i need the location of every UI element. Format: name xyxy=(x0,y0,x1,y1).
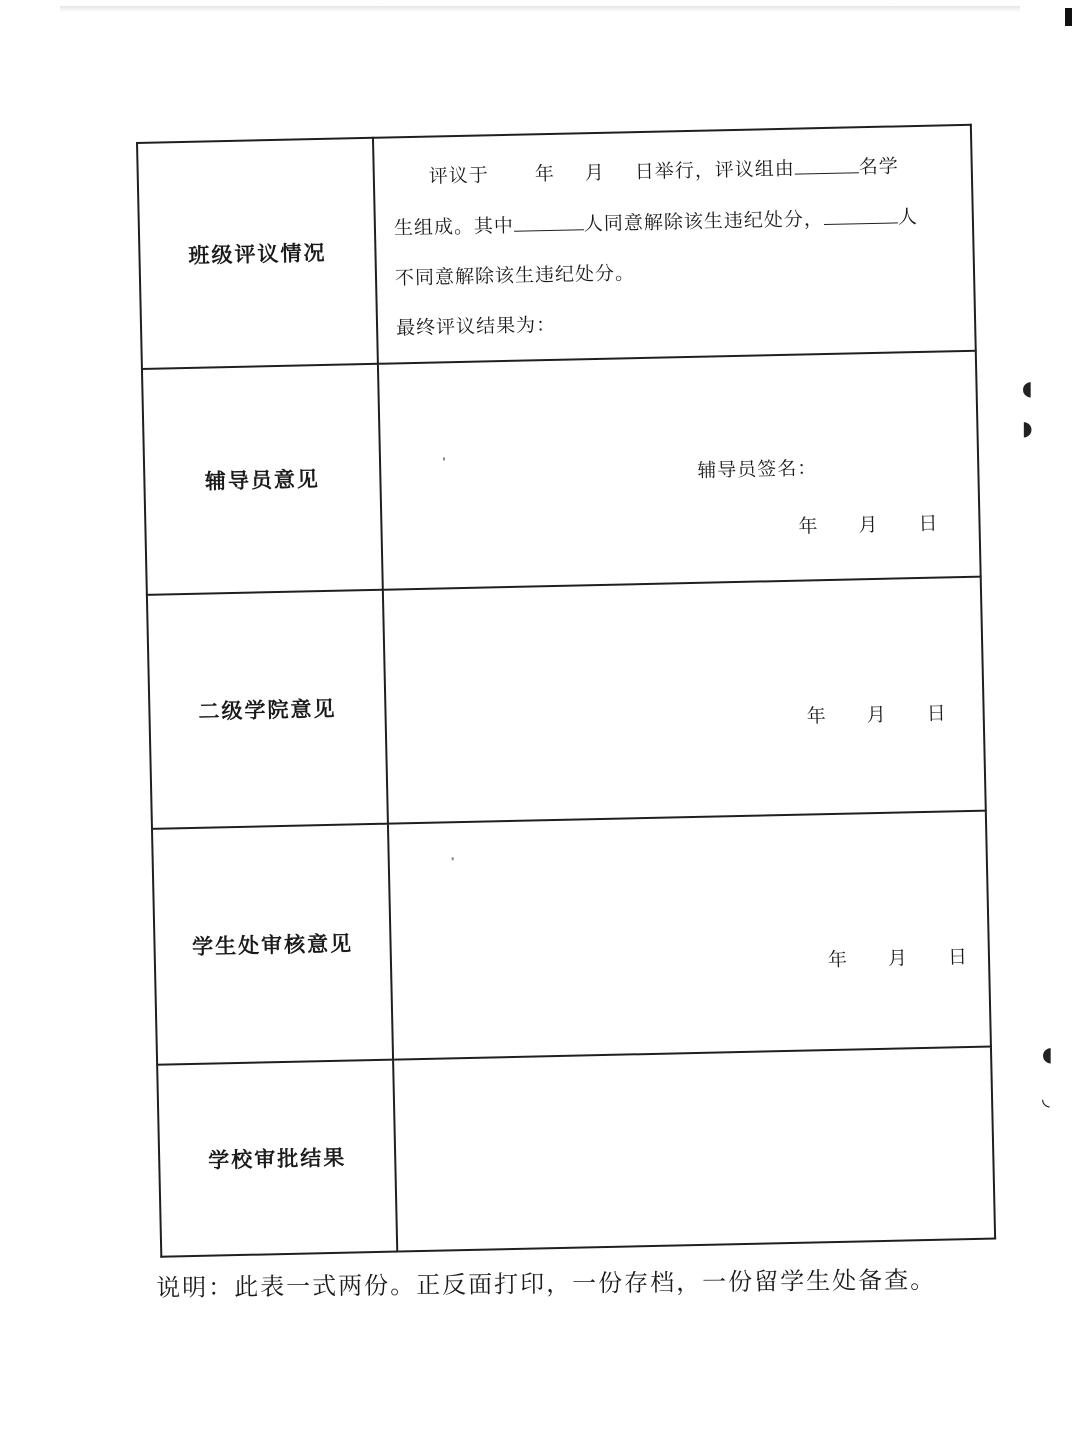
form-row-school-approval xyxy=(157,1047,995,1257)
review-line-1 xyxy=(393,152,953,189)
scan-speck xyxy=(452,857,454,860)
text-day: 日 xyxy=(926,702,947,725)
binding-mark: ◖ xyxy=(1022,376,1033,400)
text-people: 人 xyxy=(897,205,919,229)
text-review-on: 评议于 xyxy=(428,164,490,188)
date-row xyxy=(806,698,947,728)
form-footnote: 说明：此表一式两份。正反面打印，一份存档，一份留学生处备查。 xyxy=(156,1265,937,1302)
counselor-opinion-field[interactable] xyxy=(378,351,981,590)
text-held-by: 日举行，评议组由 xyxy=(634,157,796,184)
form-row-student-affairs xyxy=(152,811,991,1065)
text-students: 名学 xyxy=(858,155,900,179)
form-row-counselor xyxy=(142,351,981,595)
binding-mark: ◖ xyxy=(1042,1042,1053,1066)
row-label: 班级评议情况 xyxy=(137,138,378,369)
text-composed: 生组成。其中 xyxy=(393,214,515,240)
counselor-signature-label: 辅导员签名： xyxy=(697,457,818,482)
form-row-college xyxy=(147,577,986,829)
form-table xyxy=(136,124,996,1258)
school-approval-field[interactable] xyxy=(393,1047,995,1252)
date-row xyxy=(798,509,939,539)
text-month: 月 xyxy=(858,513,879,537)
student-affairs-opinion-field[interactable] xyxy=(388,811,991,1060)
scan-corner-mark xyxy=(1065,8,1072,26)
scan-shadow xyxy=(60,6,1020,12)
text-day: 日 xyxy=(947,946,969,969)
blank-members-field[interactable] xyxy=(795,154,859,174)
date-row xyxy=(828,942,969,972)
approval-form xyxy=(136,124,996,1258)
review-line-3: 不同意解除该生违纪处分。 xyxy=(394,262,636,290)
text-year: 年 xyxy=(798,515,819,538)
text-day: 日 xyxy=(918,512,939,536)
text-agree: 人同意解除该生违纪处分， xyxy=(583,208,825,236)
blank-disagree-field[interactable] xyxy=(824,204,898,225)
row-label: 学校审批结果 xyxy=(157,1060,397,1257)
text-year: 年 xyxy=(806,705,827,728)
scan-speck xyxy=(443,457,445,460)
class-review-content xyxy=(373,125,976,364)
review-line-2 xyxy=(394,203,954,240)
row-label: 二级学院意见 xyxy=(147,590,388,829)
binding-mark: ◟ xyxy=(1042,1086,1050,1110)
text-year: 年 xyxy=(534,162,556,186)
binding-mark: ◗ xyxy=(1022,416,1033,440)
form-row-class-review xyxy=(137,125,976,369)
text-month: 月 xyxy=(887,947,909,970)
text-month: 月 xyxy=(584,161,606,185)
text-month: 月 xyxy=(866,703,887,727)
blank-agree-field[interactable] xyxy=(514,211,584,232)
review-line-4: 最终评议结果为： xyxy=(395,313,557,340)
text-year: 年 xyxy=(827,948,849,972)
row-label: 学生处审核意见 xyxy=(152,824,393,1065)
college-opinion-field[interactable] xyxy=(383,577,986,824)
row-label: 辅导员意见 xyxy=(142,364,383,595)
